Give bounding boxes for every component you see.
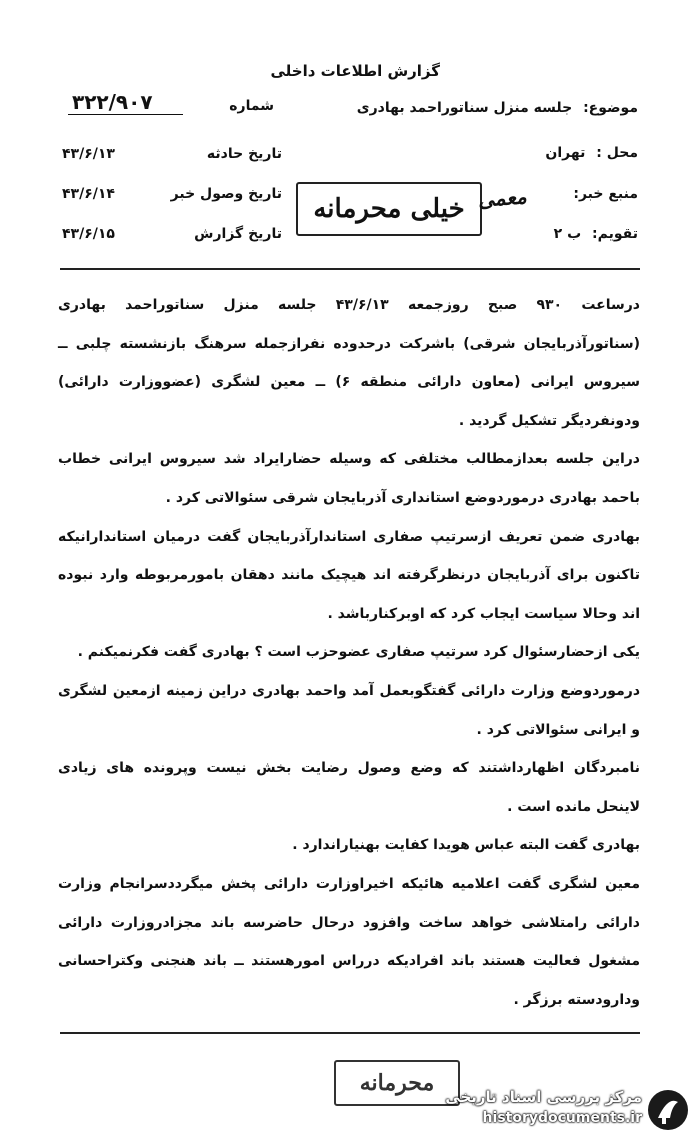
footer-divider xyxy=(60,1032,640,1034)
event-date-value: ۴۳/۶/۱۳ xyxy=(62,146,115,162)
logo-title: مرکز بررسی اسناد تاریخی xyxy=(445,1088,642,1106)
number-label: شماره xyxy=(229,98,274,114)
paragraph: دراین جلسه بعدازمطالب مختلفی که وسیله حضارایراد شد سیروس ایرانی خطاب باحمد بهادری درموردوضع استانداری آذربایجان شرقی سئوالاتی کرد . xyxy=(58,451,640,506)
subject-value: جلسه منزل سناتوراحمد بهادری xyxy=(356,100,573,116)
place-row xyxy=(545,145,638,161)
header-divider xyxy=(60,268,640,270)
handwritten-note: معمی xyxy=(477,184,528,212)
event-date-row xyxy=(62,146,282,162)
received-date-row xyxy=(62,186,282,202)
report-date-value: ۴۳/۶/۱۵ xyxy=(62,226,115,242)
paragraph: بهادری ضمن تعریف ازسرتیپ صفاری استاندارآذربایجان گفت درمیان استاندارانیکه تاکنون برای آذربایجان درنظرگرفته اند هیچیک مانند دهقان بامورمربوطه وارد نبوده اند وحالا سیاست ایجاب کرد که اوبرکنارباشد . xyxy=(58,528,640,622)
watermark-logo xyxy=(445,1086,694,1134)
source-label: منبع خبر: xyxy=(573,186,638,202)
calendar-row xyxy=(554,226,638,242)
paragraph: یکی ازحضارسئوال کرد سرتیپ صفاری عضوحزب است ؟ بهادری گفت فکرنمیکنم . xyxy=(77,644,640,661)
event-date-label: تاریخ حادثه xyxy=(206,146,282,162)
archive-logo-icon xyxy=(646,1088,690,1132)
place-value: تهران xyxy=(545,145,586,161)
calendar-value: ب ۲ xyxy=(553,226,582,242)
paragraph: معین لشگری گفت اعلامیه هائیکه اخیراوزارت دارائی پخش میگرددسرانجام وزارت دارائی رامتلاشی خواهد ساخت وافزود درحال حاضرسه باند مجزادروزارت دارائی مشغول فعالیت هستند باند افرادیکه درراس امورهستند ــ باند هنجنی وکتراحسانی ودارودسته برزگر . xyxy=(58,875,640,1008)
source-row xyxy=(567,186,638,202)
paragraph: درساعت ۹۳۰ صبح روزجمعه ۴۳/۶/۱۳ جلسه منزل سناتوراحمد بهادری (سناتورآذربایجان شرقی) باشرکت درحدوده نفرازجمله سرهنگ بازنشسته چلبی ــ سیروس ایرانی (معاون دارائی منطقه ۶) ــ معین لشگری (عضووزارت دارائی) ودونفردیگر تشکیل گردید . xyxy=(58,297,641,429)
report-body xyxy=(58,286,640,1019)
paragraph: بهادری گفت البته عباس هویدا کفایت بهنیاراندارد . xyxy=(292,837,640,854)
number-row xyxy=(62,90,274,122)
subject-label: موضوع: xyxy=(583,100,638,116)
calendar-label: تقویم: xyxy=(592,226,638,242)
place-label: محل : xyxy=(596,145,638,161)
document-title: گزارش اطلاعات داخلی xyxy=(270,62,440,80)
report-date-row xyxy=(62,226,282,242)
classification-stamp: خیلی محرمانه xyxy=(296,182,482,236)
received-date-label: تاریخ وصول خبر xyxy=(170,186,282,202)
received-date-value: ۴۳/۶/۱۴ xyxy=(62,186,115,202)
logo-url: historydocuments.ir xyxy=(482,1110,642,1126)
bottom-classification-stamp: محرمانه xyxy=(334,1060,460,1106)
paragraph: نامبردگان اظهارداشتند که وضع وصول رضایت بخش نیست وپرونده های زیادی لاینحل مانده است . xyxy=(58,760,640,815)
report-date-label: تاریخ گزارش xyxy=(194,226,282,242)
paragraph: درموردوضع وزارت دارائی گفتگوبعمل آمد واحمد بهادری دراین زمینه ازمعین لشگری و ایرانی سئوالاتی کرد . xyxy=(58,682,640,738)
subject-row xyxy=(357,100,638,116)
number-value: ۳۲۲/۹۰۷ xyxy=(68,90,183,115)
